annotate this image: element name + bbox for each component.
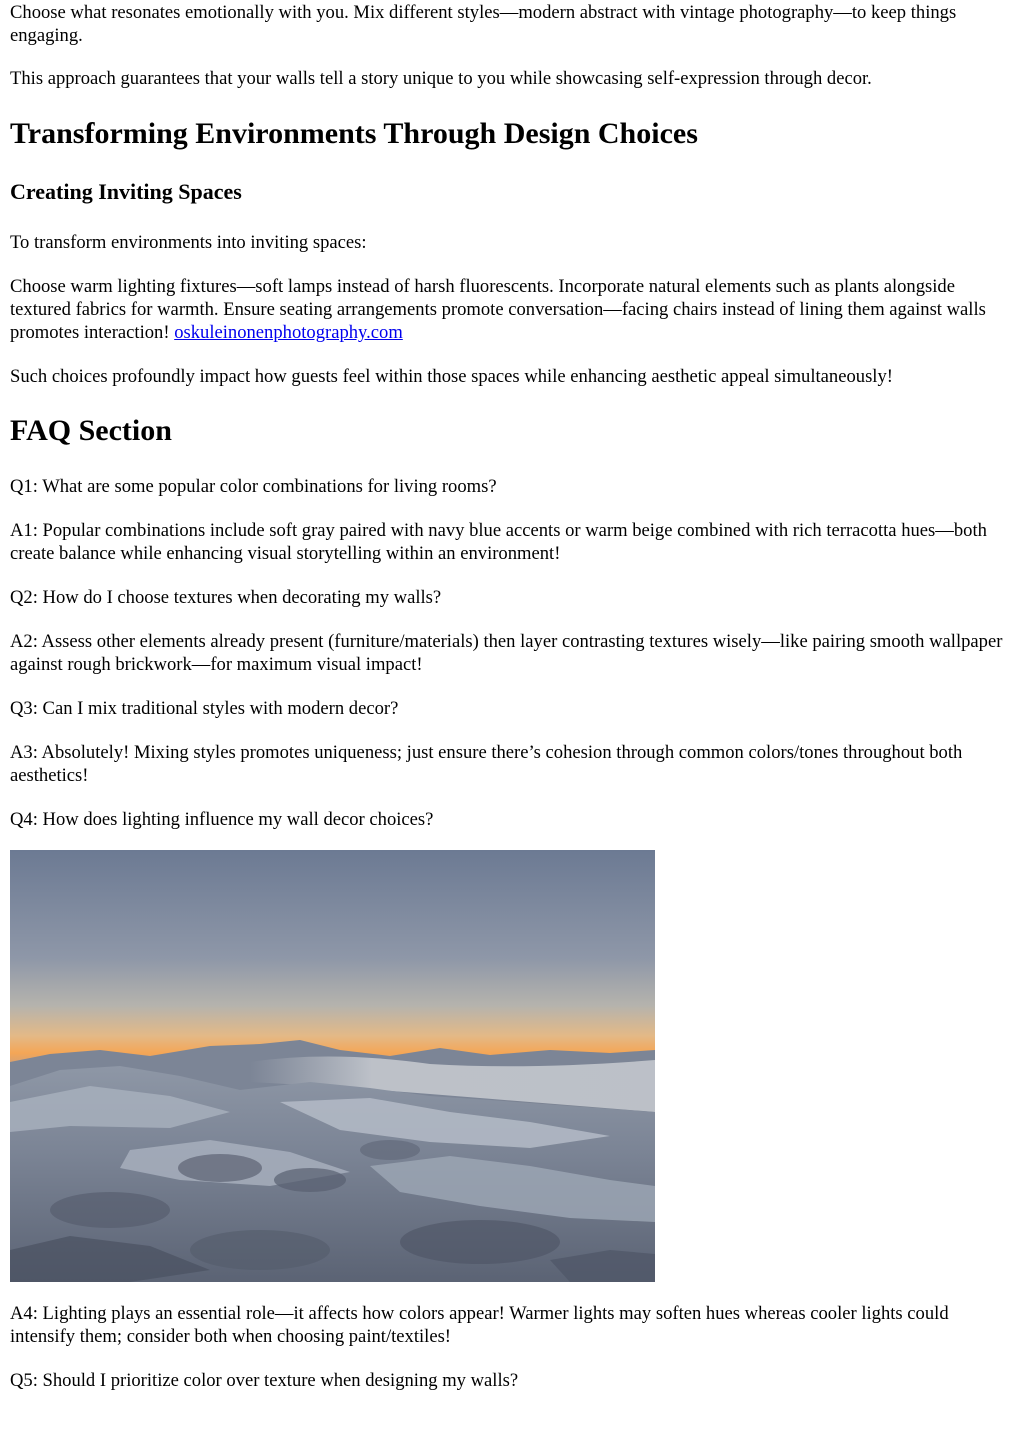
faq-answer-4: A4: Lighting plays an essential role—it affects how colors appear! Warmer lights may soften hues whereas cooler lights could intensify them; consider both when choosing paint/textiles! xyxy=(10,1303,949,1347)
faq-question-5: Q5: Should I prioritize color over texture when designing my walls? xyxy=(10,1370,519,1391)
photography-link[interactable]: oskuleinonenphotography.com xyxy=(174,322,403,343)
faq-answer-3: A3: Absolutely! Mixing styles promotes uniqueness; just ensure there’s cohesion through common colors/tones throughout both aesthetics! xyxy=(10,742,963,786)
intro-paragraph-1: Choose what resonates emotionally with you. Mix different styles—modern abstract with vintage photography—to keep things engaging. xyxy=(10,2,957,46)
intro-paragraph-2: This approach guarantees that your walls tell a story unique to you while showcasing self-expression through decor. xyxy=(10,68,872,89)
faq-question-2: Q2: How do I choose textures when decorating my walls? xyxy=(10,587,442,608)
faq-question-3: Q3: Can I mix traditional styles with modern decor? xyxy=(10,698,399,719)
faq-heading: FAQ Section xyxy=(10,414,172,447)
snowy-mountain-sunset-photo-icon xyxy=(10,850,655,1282)
faq-question-1: Q1: What are some popular color combinations for living rooms? xyxy=(10,476,497,497)
transform-body-text: Choose warm lighting fixtures—soft lamps instead of harsh fluorescents. Incorporate natural elements such as plants alongside textured fabrics for warmth. Ensure seating arrangements promote conversation—facing chairs instead of lining them against walls promotes interaction! xyxy=(10,276,986,343)
transform-closing: Such choices profoundly impact how guests feel within those spaces while enhancing aesthetic appeal simultaneously! xyxy=(10,366,893,387)
faq-answer-2: A2: Assess other elements already present (furniture/materials) then layer contrasting textures wisely—like pairing smooth wallpaper against rough brickwork—for maximum visual impact! xyxy=(10,631,1003,675)
subheading-creating-spaces: Creating Inviting Spaces xyxy=(10,179,242,204)
faq-answer-1: A1: Popular combinations include soft gray paired with navy blue accents or warm beige combined with rich terracotta hues—both create balance while enhancing visual storytelling within an environment! xyxy=(10,520,987,564)
snowy-mountain-sunset-photo xyxy=(10,850,655,1282)
transform-body xyxy=(10,275,1014,344)
faq-question-4: Q4: How does lighting influence my wall decor choices? xyxy=(10,809,434,830)
transform-lead: To transform environments into inviting spaces: xyxy=(10,232,367,253)
section-heading-transforming: Transforming Environments Through Design Choices xyxy=(10,117,698,150)
